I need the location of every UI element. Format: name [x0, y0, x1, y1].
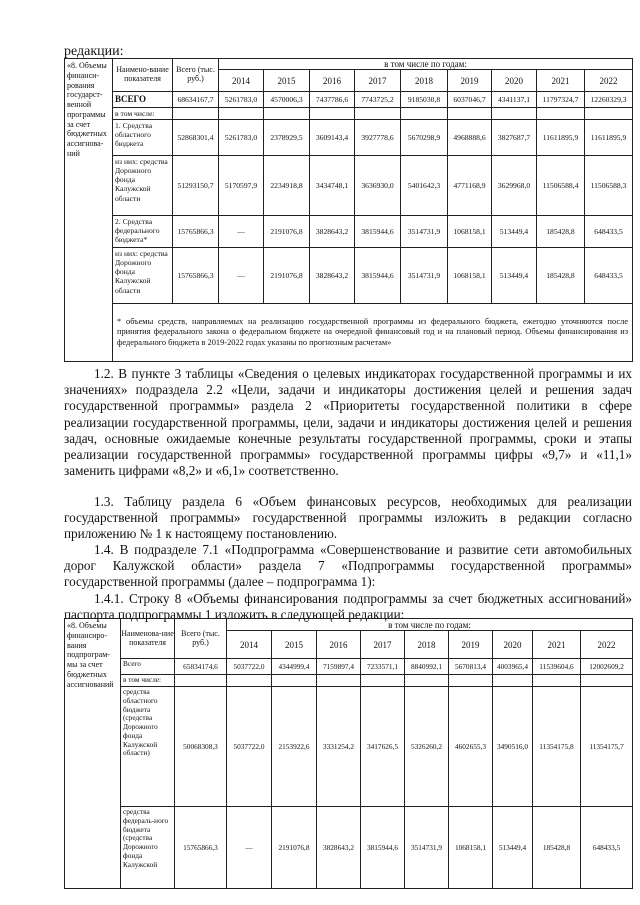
cell-value: 2191076,8: [264, 248, 310, 304]
cell-value: 5170597,9: [219, 156, 264, 216]
year-header: 2021: [533, 631, 581, 659]
table-row: [65, 659, 633, 675]
year-header: 2015: [264, 70, 310, 92]
cell-value: 5670298,9: [401, 120, 448, 156]
cell-total: 51293150,7: [173, 156, 219, 216]
cell-value: 3514731,9: [405, 807, 449, 889]
cell-total: 50068308,3: [175, 687, 227, 807]
cell-value: 3827687,7: [492, 120, 537, 156]
year-header: 2014: [227, 631, 272, 659]
cell-value: 5037722,0: [227, 659, 272, 675]
cell-value: 5261783,0: [219, 92, 264, 108]
years-caption: в том числе по годам:: [227, 619, 633, 631]
year-header: 2018: [405, 631, 449, 659]
year-header: 2016: [310, 70, 355, 92]
paragraph-1-2: 1.2. В пункте 3 таблицы «Сведения о целевых индикаторах государственной программы и их значениях» подраздела 2.2 «Цели, задачи и индикаторы достижения целей и решения задач государственной программы» раздела 2 «Приоритеты государственной политики в сфере реализации государственной программы, цели, задачи и индикаторы достижения целей и решения задач, основные ожидаемые конечные результаты государственной программы, сроки и этапы реализации государственной программы» государственной программы цифры «9,7» и «11,1» заменить цифрами «8,2» и «6,1» соответственно.: [64, 366, 632, 479]
cell-value: —: [227, 807, 272, 889]
cell-value: 2378929,5: [264, 120, 310, 156]
cell-value: 185428,8: [537, 216, 585, 248]
years-caption: в том числе по годам:: [219, 59, 633, 70]
cell-value: 11354175,8: [533, 687, 581, 807]
cell-value: 2191076,8: [272, 807, 317, 889]
paragraph-1-3: 1.3. Таблицу раздела 6 «Объем финансовых ресурсов, необходимых для реализации государственной программы» государственной программы изложить в редакции согласно приложению № 1 к настоящему постановлению.: [64, 494, 632, 542]
cell-total: 15765866,3: [173, 248, 219, 304]
cell-value: 3828643,2: [310, 216, 355, 248]
cell-value: —: [219, 248, 264, 304]
cell-value: 1068158,1: [449, 807, 493, 889]
row-name: средства областного бюджета (средства Дорожного фонда Калужской области): [121, 687, 175, 807]
year-header: 2020: [493, 631, 533, 659]
cell-value: 7743725,2: [355, 92, 401, 108]
cell-value: 5261783,0: [219, 120, 264, 156]
table-row: [65, 156, 633, 216]
table-row: [65, 108, 633, 120]
cell-value: 648433,5: [585, 216, 633, 248]
cell-value: 4341137,1: [492, 92, 537, 108]
row-name: ВСЕГО: [113, 92, 173, 108]
row-name: 2. Средства федерального бюджета*: [113, 216, 173, 248]
table-row: [65, 248, 633, 304]
cell-value: 185428,8: [533, 807, 581, 889]
cell-value: 4968888,6: [448, 120, 492, 156]
cell-value: 9185030,8: [401, 92, 448, 108]
section-label: «8. Объемы финанси-рования государст-венной программы за счет бюджетных ассигнова-ний: [65, 59, 113, 362]
cell-value: 3609143,4: [310, 120, 355, 156]
cell-value: 513449,4: [493, 807, 533, 889]
section-label: «8. Объемы финансиро-вания подпрограм-мы за счет бюджетных ассигнований: [65, 619, 121, 889]
table-row: [65, 216, 633, 248]
cell-total: 15765866,3: [173, 216, 219, 248]
cell-value: 4602655,3: [449, 687, 493, 807]
cell-value: 5401642,3: [401, 156, 448, 216]
cell-value: 3815944,6: [355, 216, 401, 248]
year-header: 2022: [581, 631, 633, 659]
cell-value: 648433,5: [585, 248, 633, 304]
cell-value: 3629968,0: [492, 156, 537, 216]
cell-value: 1068158,1: [448, 216, 492, 248]
paragraph-1-4: 1.4. В подразделе 7.1 «Подпрограмма «Совершенствование и развитие сети автомобильных дорог Калужской области» раздела 7 «Подпрограммы государственной программы» государственной программы (далее – подпрограмма 1):: [64, 542, 632, 590]
row-name: из них: средства Дорожного фонда Калужской области: [113, 248, 173, 304]
footnote: * объемы средств, направляемых на реализацию государственной программы из федерального бюджета, ежегодно уточняются после принятия федерального закона о федеральном бюджете на очередной финансовый год и на плановый период. Объемы финансирования из федерального бюджета в 2019-2022 годах указаны по прогнозным расчетам»: [113, 304, 633, 362]
cell-value: 185428,8: [537, 248, 585, 304]
cell-value: 3514731,9: [401, 216, 448, 248]
cell-value: 2153922,6: [272, 687, 317, 807]
cell-value: 11797324,7: [537, 92, 585, 108]
cell-value: 6037046,7: [448, 92, 492, 108]
col-header-total: Всего (тыс. руб.): [173, 59, 219, 92]
cell-total: 68634167,7: [173, 92, 219, 108]
cell-value: 3927778,6: [355, 120, 401, 156]
table-row: [65, 675, 633, 687]
year-header: 2022: [585, 70, 633, 92]
table-row: [65, 120, 633, 156]
cell-value: 648433,5: [581, 807, 633, 889]
cell-value: 5670813,4: [449, 659, 493, 675]
cell-value: 11354175,7: [581, 687, 633, 807]
row-name: 1. Средства областного бюджета: [113, 120, 173, 156]
cell-value: 2191076,8: [264, 216, 310, 248]
cell-value: 3828643,2: [317, 807, 361, 889]
cell-value: 11539604,6: [533, 659, 581, 675]
cell-value: 4003965,4: [493, 659, 533, 675]
cell-value: —: [219, 216, 264, 248]
row-name: в том числе:: [113, 108, 173, 120]
year-header: 2020: [492, 70, 537, 92]
cell-value: 513449,4: [492, 248, 537, 304]
cell-value: 4771168,9: [448, 156, 492, 216]
row-name: из них: средства Дорожного фонда Калужской области: [113, 156, 173, 216]
cell-value: 7437786,6: [310, 92, 355, 108]
subprogram-funding-table: [64, 618, 633, 889]
col-header-name: Наименова-ние показателя: [121, 619, 175, 659]
year-header: 2016: [317, 631, 361, 659]
table-row: [65, 807, 633, 889]
cell-total: 65834174,6: [175, 659, 227, 675]
year-header: 2019: [448, 70, 492, 92]
cell-value: 3434748,1: [310, 156, 355, 216]
row-name: средства федераль-ного бюджета (средства Дорожного фонда Калужской: [121, 807, 175, 889]
year-header: 2014: [219, 70, 264, 92]
cell-value: 12002609,2: [581, 659, 633, 675]
year-header: 2015: [272, 631, 317, 659]
col-header-name: Наимено-вание показателя: [113, 59, 173, 92]
table-row: [65, 687, 633, 807]
cell-value: 3828643,2: [310, 248, 355, 304]
cell-value: 12260329,3: [585, 92, 633, 108]
cell-value: 513449,4: [492, 216, 537, 248]
program-funding-table: [64, 58, 633, 362]
year-header: 2018: [401, 70, 448, 92]
row-name: в том числе:: [121, 675, 175, 687]
col-header-total: Всего (тыс. руб.): [175, 619, 227, 659]
cell-total: 15765866,3: [175, 807, 227, 889]
cell-value: 5326260,2: [405, 687, 449, 807]
cell-value: 3815944,6: [355, 248, 401, 304]
heading-continuation: редакции:: [64, 44, 124, 59]
row-name: Всего: [121, 659, 175, 675]
table-row: [65, 92, 633, 108]
cell-value: 3417626,5: [361, 687, 405, 807]
year-header: 2019: [449, 631, 493, 659]
cell-value: 1068158,1: [448, 248, 492, 304]
cell-value: 3490516,0: [493, 687, 533, 807]
cell-total: 52868301,4: [173, 120, 219, 156]
cell-value: 5037722,0: [227, 687, 272, 807]
cell-value: 2234918,8: [264, 156, 310, 216]
cell-value: 11506588,3: [585, 156, 633, 216]
cell-value: 4570006,3: [264, 92, 310, 108]
cell-value: 7159897,4: [317, 659, 361, 675]
cell-value: 3636930,0: [355, 156, 401, 216]
cell-value: 3514731,9: [401, 248, 448, 304]
cell-value: 11611895,9: [585, 120, 633, 156]
year-header: 2017: [355, 70, 401, 92]
cell-value: 3815944,6: [361, 807, 405, 889]
year-header: 2017: [361, 631, 405, 659]
cell-value: 7233571,1: [361, 659, 405, 675]
cell-value: 11611895,9: [537, 120, 585, 156]
cell-value: 8840992,1: [405, 659, 449, 675]
paragraph-1-4-1: 1.4.1. Строку 8 «Объемы финансирования подпрограммы за счет бюджетных ассигнований» паспорта подпрограммы 1 изложить в следующей редакции:: [64, 591, 632, 623]
cell-value: 3331254,2: [317, 687, 361, 807]
cell-value: 11506588,4: [537, 156, 585, 216]
cell-value: 4344999,4: [272, 659, 317, 675]
year-header: 2021: [537, 70, 585, 92]
